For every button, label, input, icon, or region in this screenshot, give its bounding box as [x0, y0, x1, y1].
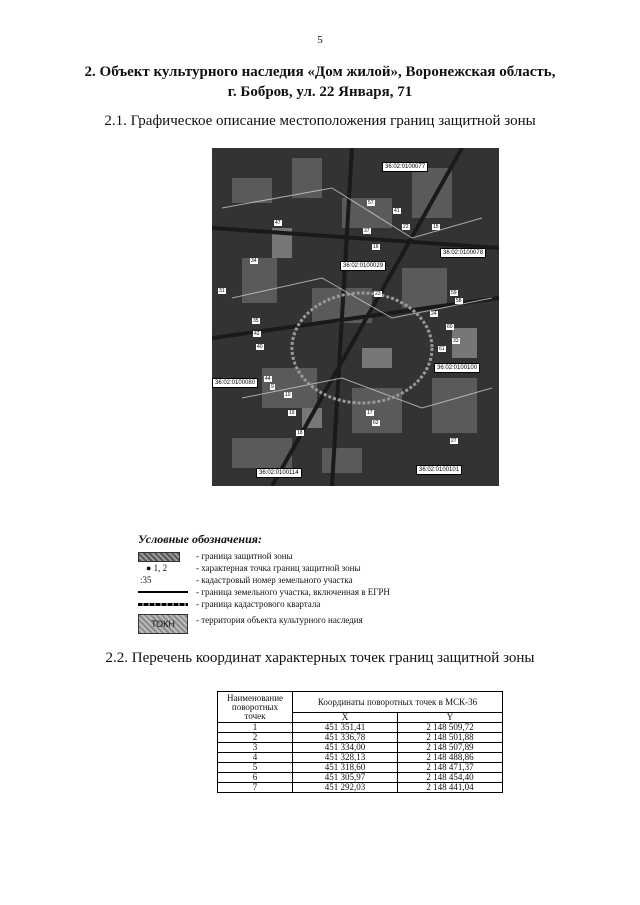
page-number: 5 [317, 34, 323, 46]
section-graphic-heading: 2.1. Графическое описание местоположения границ защитной зоны [104, 113, 536, 129]
point-label: 10 [285, 392, 291, 398]
point-label: 37 [364, 228, 370, 234]
zone-boundary-symbol [138, 552, 180, 562]
col-header-name: Наименование поворотных точек [218, 692, 293, 723]
point-number: 1 [218, 723, 293, 733]
table-row [218, 763, 503, 773]
legend-row-egrn [138, 586, 468, 598]
point-label: 27 [451, 438, 457, 444]
table-row [218, 733, 503, 743]
point-label: 18 [297, 430, 303, 436]
point-number: 7 [218, 783, 293, 793]
coord-y: 2 148 454,40 [398, 773, 503, 783]
point-label: 60 [447, 324, 453, 330]
point-label: 9 [271, 384, 274, 390]
coord-y: 2 148 488,86 [398, 753, 503, 763]
point-label: 40 [257, 344, 263, 350]
point-label: 44 [265, 376, 271, 382]
coord-y: 2 148 441,04 [398, 783, 503, 793]
kad-label: 36:02:0100029 [340, 261, 386, 271]
protection-zone-map [212, 148, 499, 486]
point-label: 15 [433, 224, 439, 230]
coord-x: 451 318,60 [293, 763, 398, 773]
table-row [218, 753, 503, 763]
point-number: 2 [218, 733, 293, 743]
quarter-boundary-symbol [138, 603, 188, 606]
kad-label: 36:02:0100080 [212, 378, 258, 388]
point-label: 57 [368, 200, 374, 206]
coord-x: 451 305,97 [293, 773, 398, 783]
legend-title: Условные обозначения: [138, 532, 262, 546]
legend-row-point [138, 562, 468, 574]
point-number: 6 [218, 773, 293, 783]
coordinates-table [217, 691, 503, 793]
coord-y: 2 148 507,89 [398, 743, 503, 753]
legend-row-kad [138, 574, 468, 586]
tokn-symbol: ТОКН [138, 614, 188, 634]
parcel-boundary-symbol [138, 591, 188, 593]
point-label: 47 [275, 220, 281, 226]
coord-y: 2 148 501,88 [398, 733, 503, 743]
point-label: 59 [451, 290, 457, 296]
kad-label: 36:02:0100077 [382, 162, 428, 172]
col-header-coords: Координаты поворотных точек в МСК-36 [293, 692, 503, 713]
legend-text: - характерная точка границ защитной зоны [196, 563, 361, 573]
kad-number-symbol: :35 [140, 575, 152, 585]
title-line-2: г. Бобров, ул. 22 Января, 71 [227, 84, 413, 100]
point-label: 23 [375, 291, 381, 297]
legend-text: - граница кадастрового квартала [196, 599, 321, 609]
coord-y: 2 148 471,37 [398, 763, 503, 773]
point-number: 4 [218, 753, 293, 763]
coord-x: 451 328,13 [293, 753, 398, 763]
point-symbol: ● 1, 2 [146, 563, 168, 573]
title-line-1: 2. Объект культурного наследия «Дом жилой», Воронежская область, [84, 64, 556, 80]
legend-row-zone [138, 550, 468, 562]
legend-row-tokn [138, 614, 468, 636]
legend-text: - граница земельного участка, включенная в ЕГРН [196, 587, 390, 597]
point-label: 24 [431, 311, 437, 317]
col-header-x: X [293, 713, 398, 723]
legend-text: - граница защитной зоны [196, 551, 293, 561]
section-coords-heading: 2.2. Перечень координат характерных точек границ защитной зоны [105, 650, 535, 666]
point-label: 31 [219, 288, 225, 294]
point-number: 5 [218, 763, 293, 773]
table-row [218, 783, 503, 793]
kad-label: 36:02:0100114 [256, 468, 302, 478]
coord-y: 2 148 509,72 [398, 723, 503, 733]
point-label: 62 [373, 420, 379, 426]
point-label: 19 [289, 410, 295, 416]
point-label: 34 [251, 258, 257, 264]
table-row [218, 743, 503, 753]
coord-x: 451 292,03 [293, 783, 398, 793]
table-row [218, 723, 503, 733]
point-label: 42 [254, 331, 260, 337]
coord-x: 451 336,78 [293, 733, 398, 743]
kad-label: 36:02:0100078 [440, 248, 486, 258]
point-label: 58 [456, 298, 462, 304]
map-legend [138, 532, 468, 636]
point-label: 61 [439, 346, 445, 352]
point-label: 33 [453, 338, 459, 344]
object-title [60, 62, 580, 102]
point-label: 35 [253, 318, 259, 324]
kad-label: 36:02:0100100 [434, 363, 480, 373]
kad-label: 36:02:0100101 [416, 465, 462, 475]
point-label: 16 [373, 244, 379, 250]
map-background [212, 148, 499, 486]
legend-text: - кадастровый номер земельного участка [196, 575, 353, 585]
point-label: 17 [367, 410, 373, 416]
coord-x: 451 334,00 [293, 743, 398, 753]
point-label: 41 [394, 208, 400, 214]
coord-x: 451 351,41 [293, 723, 398, 733]
point-label: 22 [403, 224, 409, 230]
point-number: 3 [218, 743, 293, 753]
legend-row-quarter [138, 598, 468, 610]
col-header-y: Y [398, 713, 503, 723]
table-row [218, 773, 503, 783]
legend-text: - территория объекта культурного наследия [196, 615, 363, 625]
